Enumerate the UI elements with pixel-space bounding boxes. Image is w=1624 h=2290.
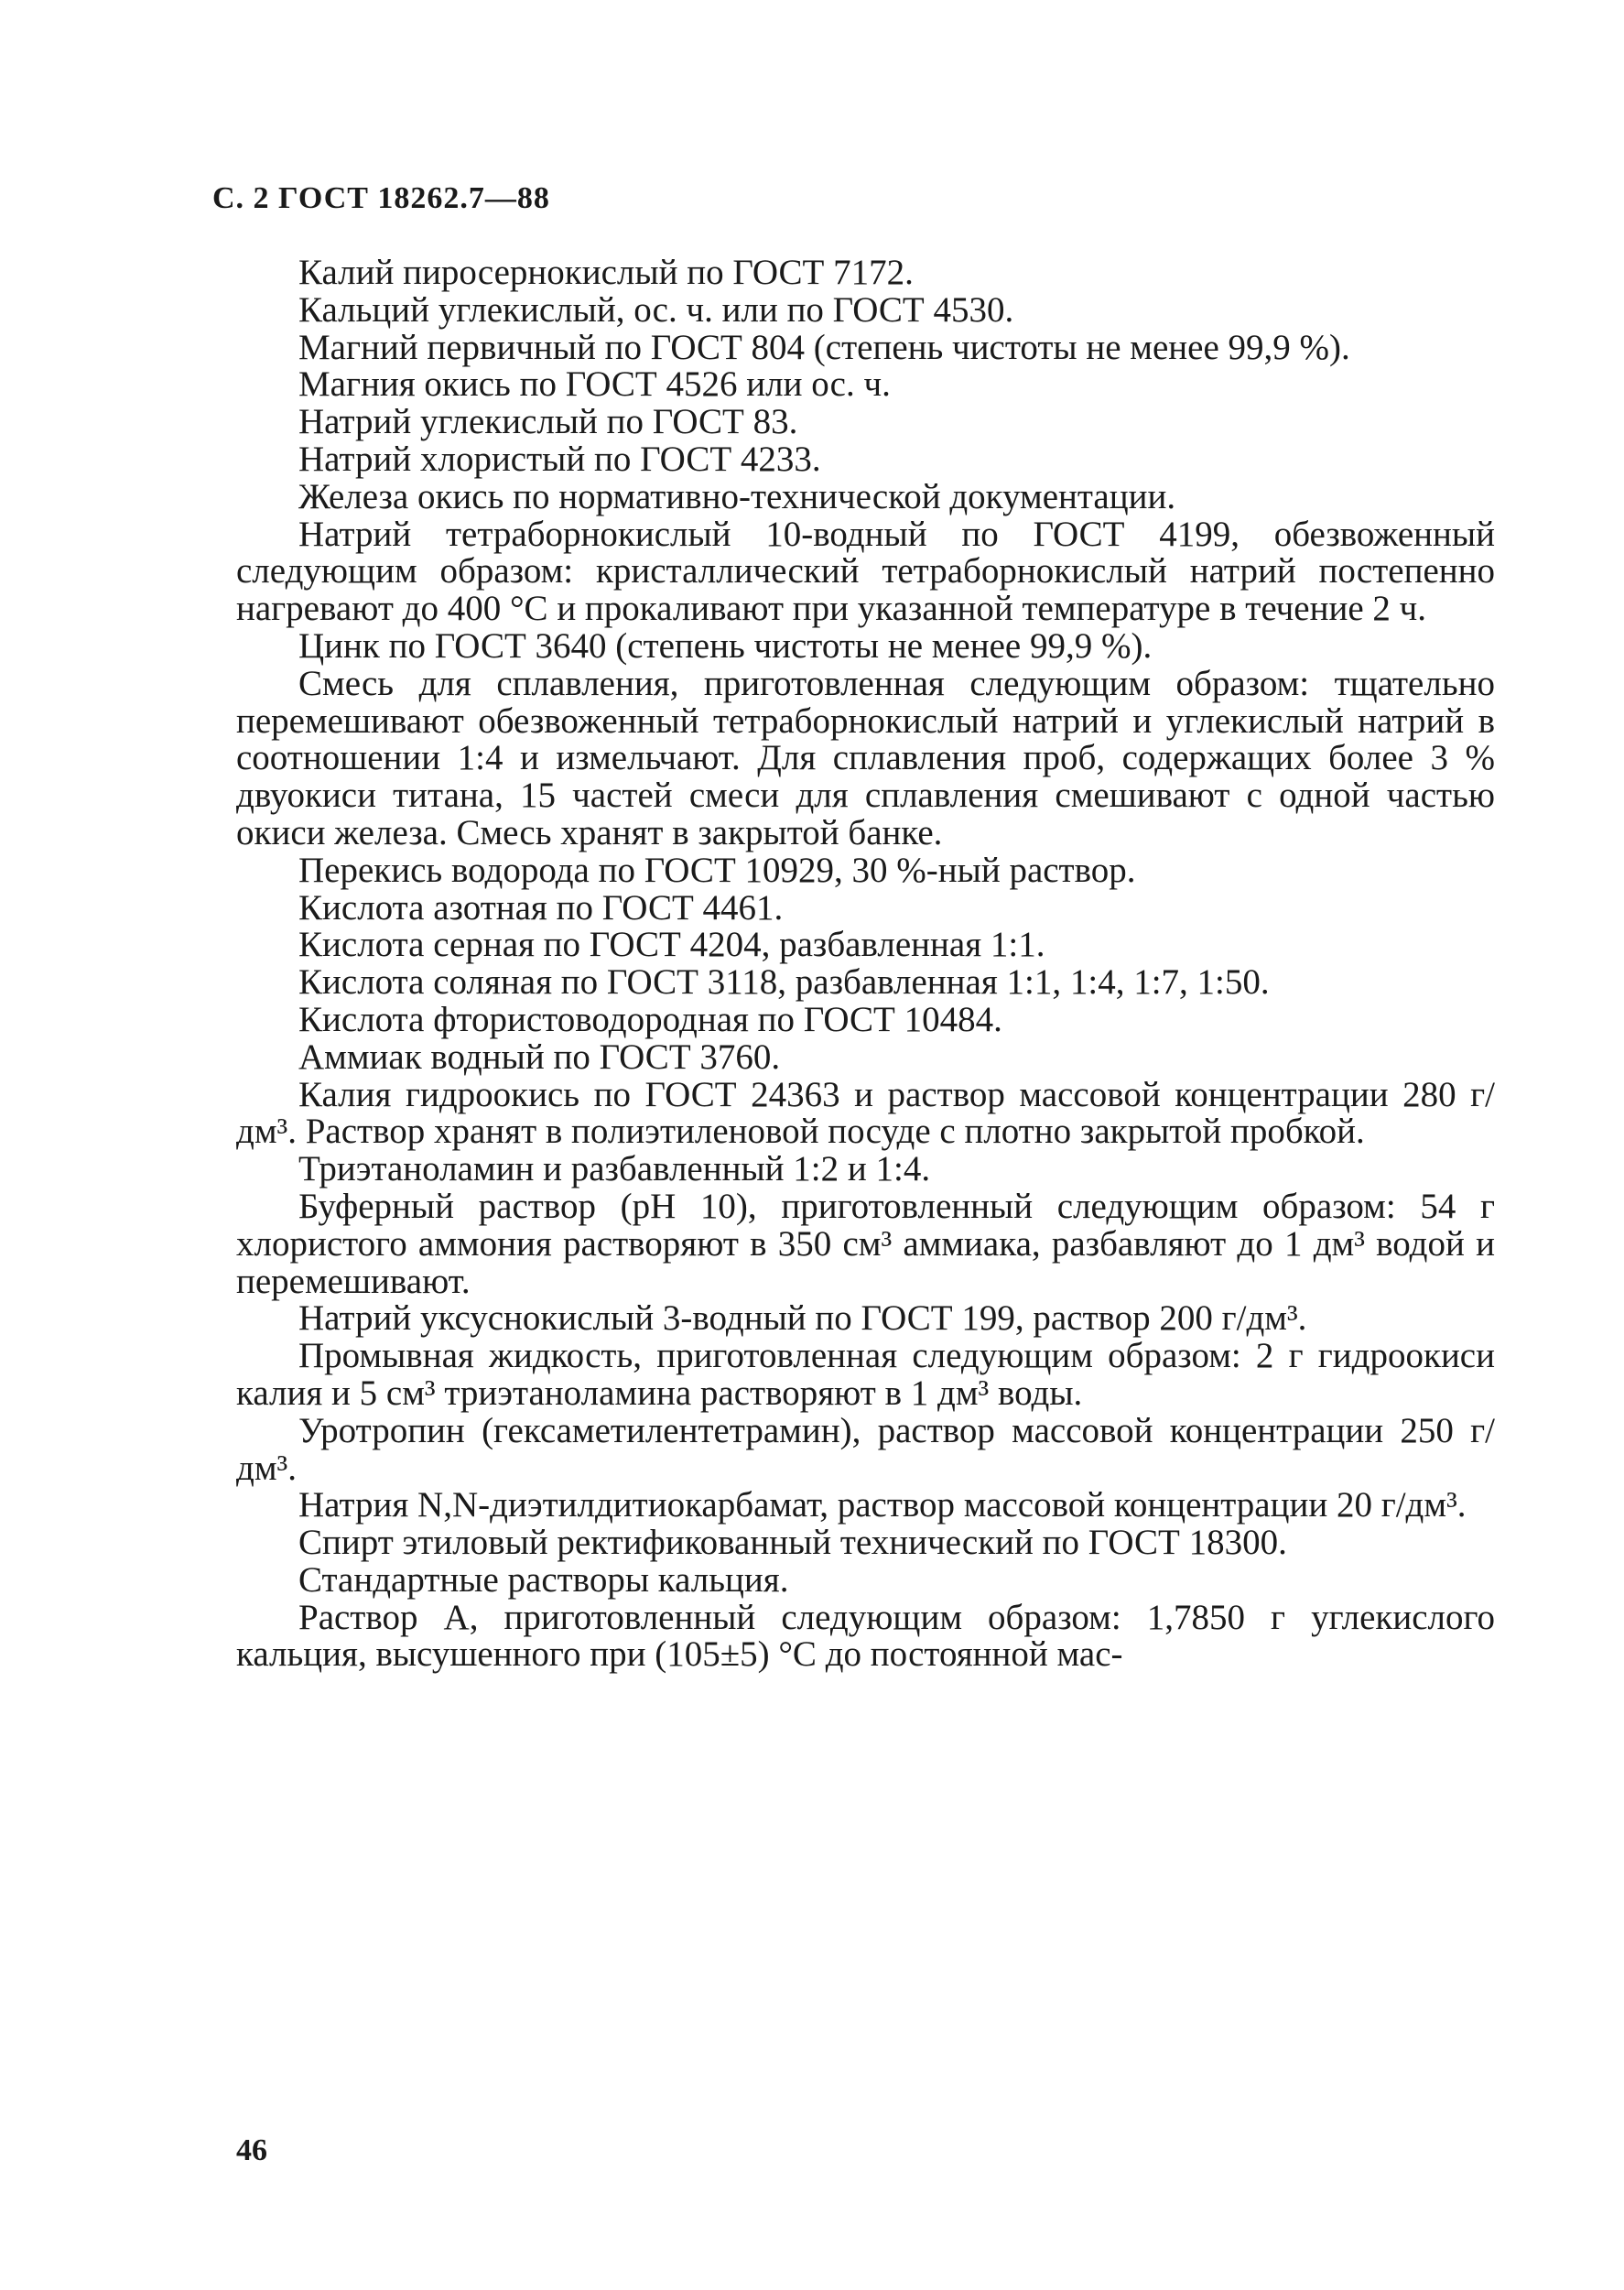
paragraph: Магния окись по ГОСТ 4526 или ос. ч.	[298, 364, 891, 405]
paragraph: Раствор А, приготовленный следующим образом: 1,7850 г углекислого кальция, высушенного при (105±5) °С до постоянной мас-	[236, 1597, 1495, 1675]
paragraph: Уротропин (гексаметилентетрамин), раствор массовой концентрации 250 г/дм³.	[236, 1410, 1495, 1488]
paragraph: Кислота азотная по ГОСТ 4461.	[298, 887, 784, 928]
document-body	[236, 255, 1495, 1674]
paragraph: Кальций углекислый, ос. ч. или по ГОСТ 4530.	[298, 289, 1014, 330]
paragraph: Перекись водорода по ГОСТ 10929, 30 %-ный раствор.	[298, 850, 1136, 890]
paragraph: Кислота соляная по ГОСТ 3118, разбавленная 1:1, 1:4, 1:7, 1:50.	[298, 962, 1270, 1003]
paragraph: Промывная жидкость, приготовленная следующим образом: 2 г гидроокиси калия и 5 см³ триэтаноламина растворяют в 1 дм³ воды.	[236, 1336, 1495, 1413]
paragraph: Натрий тетраборнокислый 10-водный по ГОСТ 4199, обезвоженный следующим образом: кристаллический тетраборнокислый натрий постепенно нагревают до 400 °С и прокаливают при указанной температуре в течение 2 ч.	[236, 514, 1495, 629]
paragraph: Смесь для сплавления, приготовленная следующим образом: тщательно перемешивают обезвоженный тетраборнокислый натрий и углекислый натрий в соотношении 1:4 и измельчают. Для сплавления проб, содержащих более 3 % двуокиси титана, 15 частей смеси для сплавления смешивают с одной частью окиси железа. Смесь хранят в закрытой банке.	[236, 663, 1495, 852]
paragraph: Железа окись по нормативно-технической документации.	[298, 476, 1176, 516]
paragraph: Кислота серная по ГОСТ 4204, разбавленная 1:1.	[298, 925, 1045, 965]
paragraph: Спирт этиловый ректификованный технический по ГОСТ 18300.	[298, 1523, 1287, 1563]
paragraph: Калий пиросернокислый по ГОСТ 7172.	[298, 253, 914, 292]
paragraph: Триэтаноламин и разбавленный 1:2 и 1:4.	[298, 1149, 931, 1189]
page-header: С. 2 ГОСТ 18262.7—88	[212, 181, 550, 215]
paragraph: Калия гидроокись по ГОСТ 24363 и раствор массовой концентрации 280 г/дм³. Раствор хранят в полиэтиленовой посуде с плотно закрытой пробкой.	[236, 1074, 1495, 1152]
paragraph: Стандартные растворы кальция.	[298, 1559, 789, 1600]
page-number: 46	[236, 2133, 267, 2167]
paragraph: Цинк по ГОСТ 3640 (степень чистоты не менее 99,9 %).	[298, 625, 1153, 666]
paragraph: Буферный раствор (рН 10), приготовленный следующим образом: 54 г хлористого аммония растворяют в 350 см³ аммиака, разбавляют до 1 дм³ водой и перемешивают.	[236, 1186, 1495, 1301]
paragraph: Натрий хлористый по ГОСТ 4233.	[298, 439, 821, 479]
paragraph: Кислота фтористоводородная по ГОСТ 10484.	[298, 999, 1002, 1039]
paragraph: Аммиак водный по ГОСТ 3760.	[298, 1036, 781, 1077]
paragraph: Магний первичный по ГОСТ 804 (степень чистоты не менее 99,9 %).	[298, 327, 1350, 367]
paragraph: Натрия N,N-диэтилдитиокарбамат, раствор массовой концентрации 20 г/дм³.	[298, 1485, 1467, 1525]
paragraph: Натрий уксуснокислый 3-водный по ГОСТ 199, раствор 200 г/дм³.	[298, 1298, 1307, 1339]
paragraph: Натрий углекислый по ГОСТ 83.	[298, 402, 798, 442]
